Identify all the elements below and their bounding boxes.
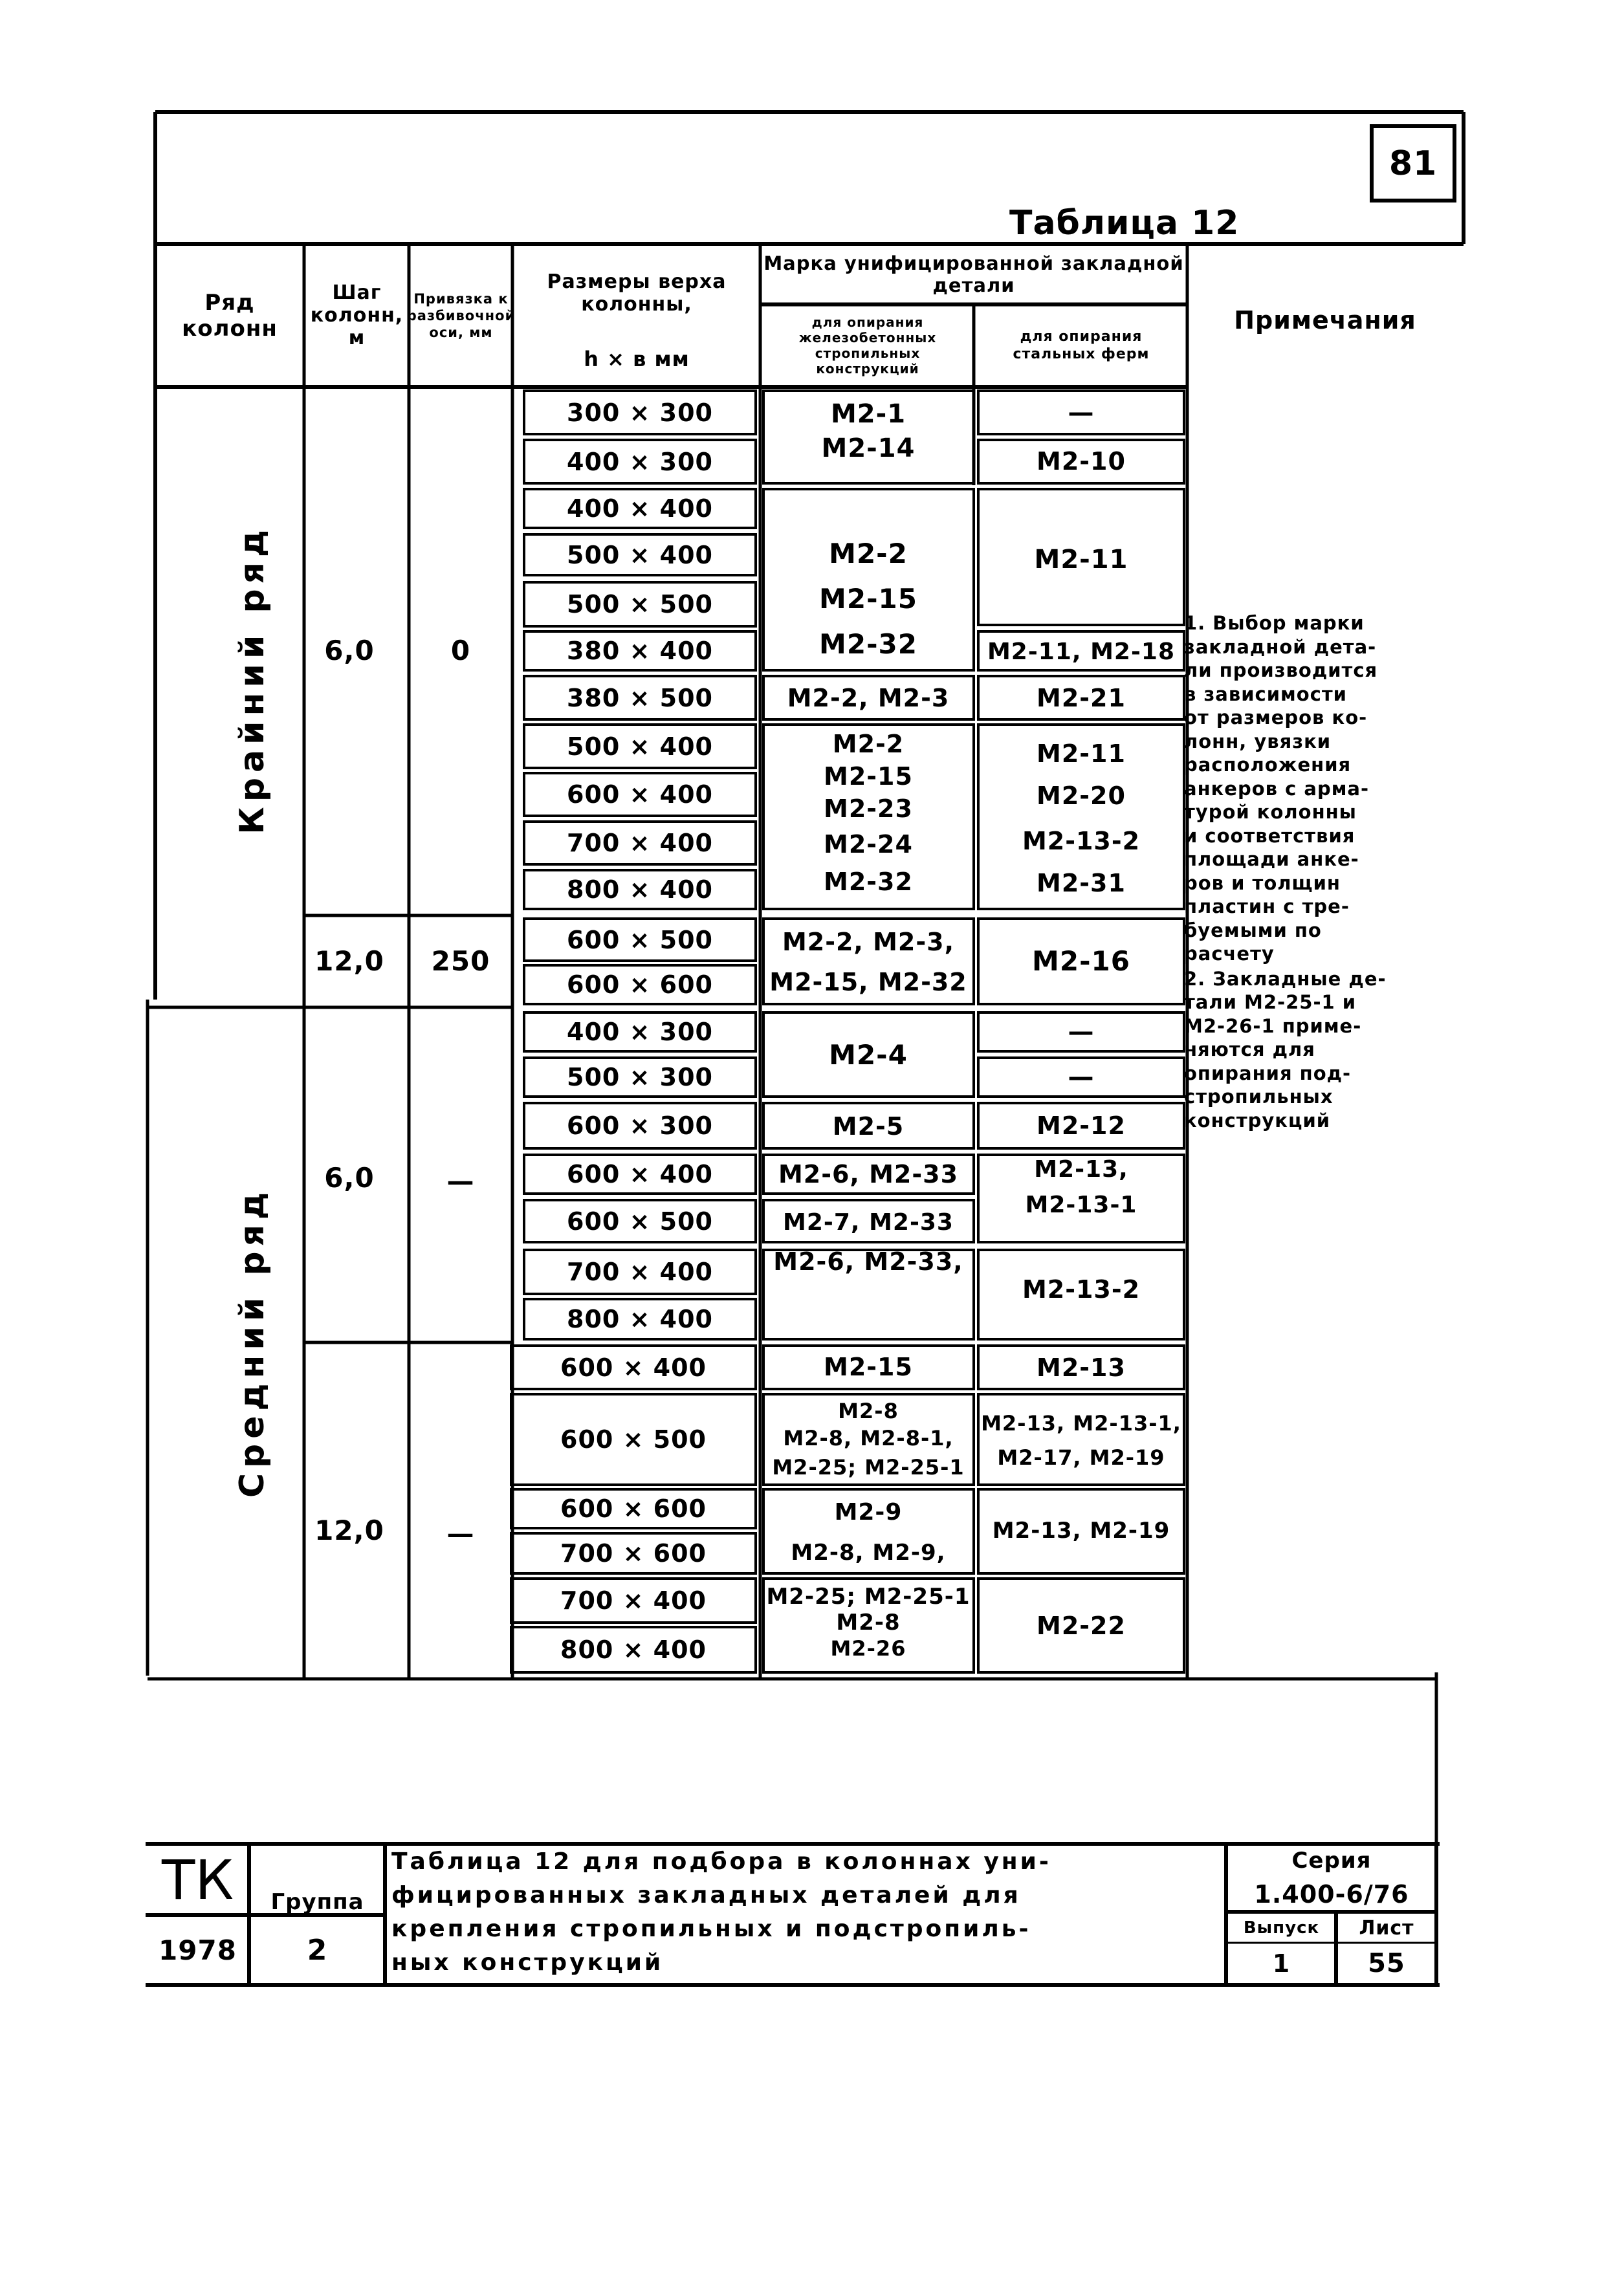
note-line: 1. Выбор марки <box>1184 612 1365 634</box>
note-line: пластин с тре- <box>1184 895 1350 917</box>
size-cell: 300 × 300 <box>567 398 713 427</box>
group-edge-row-label: Крайний ряд <box>233 524 272 835</box>
rc-mark-line: М2-1 <box>830 399 906 429</box>
size-cell: 500 × 300 <box>567 1063 713 1091</box>
rc-mark-line: М2-8, М2-8-1, <box>783 1426 954 1450</box>
size-cell: 500 × 500 <box>567 590 713 618</box>
steel-mark-line: — <box>1068 1017 1095 1047</box>
header-step: Шаг колонн, м <box>310 281 404 349</box>
group-middle-row-label: Средний ряд <box>233 1187 272 1498</box>
header-mark-steel: для опирания стальных ферм <box>1013 329 1150 362</box>
rc-mark-line: М2-8 <box>838 1399 899 1423</box>
size-cell: 600 × 500 <box>567 1207 713 1236</box>
rc-mark-line: М2-4 <box>829 1038 908 1071</box>
size-cell: 700 × 400 <box>560 1586 707 1615</box>
step-value: 6,0 <box>324 1161 375 1194</box>
stamp-org: ТК <box>162 1848 234 1912</box>
note-line: крепления стропильных и подстропиль- <box>391 1916 1031 1942</box>
rc-mark-line: М2-8, М2-9, <box>791 1539 946 1566</box>
rc-mark-line: М2-32 <box>824 867 913 896</box>
steel-mark-line: М2-20 <box>1037 782 1126 810</box>
note-1 <box>1184 611 1456 966</box>
stamp-issue-value: 1 <box>1272 1949 1291 1978</box>
size-cell: 500 × 400 <box>567 732 713 761</box>
rc-mark-line: М2-7, М2-33 <box>783 1209 954 1236</box>
note-line: буемыми по <box>1184 919 1322 941</box>
size-cell: 600 × 600 <box>560 1494 707 1523</box>
size-cell: 600 × 400 <box>560 1353 707 1382</box>
stamp-sheet-label: Лист <box>1359 1916 1414 1940</box>
header-mark-rc: для опирания железобетонных стропильных конструкций <box>798 314 937 377</box>
steel-mark-line: М2-22 <box>1037 1611 1126 1640</box>
rc-mark-line: М2-26 <box>830 1636 906 1661</box>
size-cell: 600 × 500 <box>560 1425 707 1454</box>
stamp-series-label: Серия <box>1291 1848 1372 1874</box>
size-cell: 600 × 400 <box>567 1160 713 1188</box>
stamp-group-label: Группа <box>270 1889 364 1915</box>
note-line: няются для <box>1184 1038 1315 1060</box>
size-cell: 600 × 600 <box>567 970 713 999</box>
size-cell: 800 × 400 <box>567 1305 713 1333</box>
stamp-issue-label: Выпуск <box>1243 1918 1320 1938</box>
steel-mark-line: М2-17, М2-19 <box>997 1445 1165 1470</box>
binding-value: — <box>446 1517 475 1549</box>
step-value: 12,0 <box>314 945 384 977</box>
rc-mark-line: М2-5 <box>832 1111 905 1141</box>
rc-mark-line: М2-15 <box>819 582 917 615</box>
binding-value: 0 <box>450 634 471 666</box>
size-cell: 700 × 400 <box>567 829 713 857</box>
stamp-title <box>391 1845 1223 1980</box>
size-cell: 380 × 500 <box>567 683 713 712</box>
rc-mark-line: М2-15 <box>824 1353 913 1381</box>
note-line: конструкций <box>1184 1109 1331 1132</box>
note-line: Таблица 12 для подбора в колоннах уни- <box>391 1848 1051 1875</box>
steel-mark-line: М2-11, М2-18 <box>987 638 1176 665</box>
size-cell: 700 × 400 <box>567 1258 713 1286</box>
note-line: ных конструкций <box>391 1949 664 1976</box>
stamp-year: 1978 <box>159 1934 237 1966</box>
note-line: анкеров с арма- <box>1184 777 1370 800</box>
note-line: расположения <box>1184 754 1352 776</box>
header-row: Ряд колонн <box>182 289 278 342</box>
note-line: фицированных закладных деталей для <box>391 1882 1021 1909</box>
steel-mark-line: М2-13, М2-13-1, <box>981 1411 1181 1436</box>
step-value: 6,0 <box>324 634 375 666</box>
steel-mark-line: М2-10 <box>1037 447 1126 476</box>
steel-mark-line: — <box>1068 1062 1095 1092</box>
rc-mark-line: М2-14 <box>821 433 916 463</box>
steel-mark-line: М2-13-1 <box>1025 1192 1137 1218</box>
steel-mark-line: М2-13 <box>1037 1353 1126 1382</box>
stamp-sheet-value: 55 <box>1368 1949 1405 1978</box>
header-notes: Примечания <box>1234 306 1416 334</box>
stamp-series-value: 1.400-6/76 <box>1254 1879 1409 1909</box>
steel-mark-line: М2-31 <box>1037 869 1126 897</box>
page-number: 81 <box>1388 144 1438 183</box>
note-line: стропильных <box>1184 1086 1333 1108</box>
steel-mark-line: М2-11 <box>1034 545 1128 574</box>
group-middle-row <box>214 1100 291 1585</box>
note-line: и соответствия <box>1184 824 1355 847</box>
note-line: закладной дета- <box>1184 635 1377 658</box>
rc-mark-line: М2-2 <box>832 730 905 758</box>
rc-mark-line: М2-25; М2-25-1 <box>766 1583 971 1610</box>
rc-mark-line: М2-25; М2-25-1 <box>772 1455 965 1480</box>
rc-mark-line: М2-24 <box>824 830 913 859</box>
rc-mark-line: М2-23 <box>824 794 913 823</box>
rc-mark-line: М2-2 <box>829 537 908 569</box>
size-cell: 380 × 400 <box>567 637 713 665</box>
note-line: опирания под- <box>1184 1062 1352 1084</box>
steel-mark-line: М2-16 <box>1032 945 1130 977</box>
header-dims-unit: h × в мм <box>584 347 690 371</box>
rc-mark-line: М2-15, М2-32 <box>769 967 967 996</box>
rc-mark-line: М2-15 <box>824 762 913 791</box>
size-cell: 800 × 400 <box>567 875 713 904</box>
stamp-group-value: 2 <box>307 1933 328 1967</box>
steel-mark-line: М2-13-2 <box>1022 827 1141 855</box>
rc-mark-line: М2-8 <box>836 1609 901 1636</box>
rc-mark-line: М2-6, М2-33 <box>778 1160 959 1188</box>
notes-block <box>1184 611 1456 1132</box>
note-line: в зависимости <box>1184 683 1347 705</box>
note-line: площади анке- <box>1184 848 1359 870</box>
note-line: от размеров ко- <box>1184 706 1368 728</box>
header-binding: Привязка к разбивочной оси, мм <box>406 290 516 340</box>
steel-mark-line: М2-21 <box>1037 684 1126 712</box>
note-2 <box>1184 967 1456 1133</box>
header-dims: Размеры верха колонны, <box>547 270 727 316</box>
steel-mark-line: М2-11 <box>1037 739 1126 768</box>
note-line: ли производится <box>1184 659 1378 681</box>
steel-mark-line: — <box>1068 398 1095 428</box>
note-line: ров и толщин <box>1184 871 1341 894</box>
binding-value: 250 <box>431 945 490 977</box>
size-cell: 400 × 400 <box>567 494 713 523</box>
note-line: М2-26-1 приме- <box>1184 1014 1362 1037</box>
size-cell: 600 × 300 <box>567 1111 713 1140</box>
size-cell: 700 × 600 <box>560 1539 707 1568</box>
size-cell: 500 × 400 <box>567 540 713 569</box>
rc-mark-line: М2-2, М2-3 <box>787 684 950 712</box>
rc-mark-line: М2-2, М2-3, <box>782 927 955 956</box>
size-cell: 400 × 300 <box>567 447 713 476</box>
note-line: расчету <box>1184 943 1275 965</box>
rc-mark-line: М2-32 <box>819 628 917 660</box>
rc-mark-line: М2-6, М2-33, <box>773 1247 963 1276</box>
steel-mark-line: М2-13, М2-19 <box>992 1518 1170 1544</box>
steel-mark-line: М2-13-2 <box>1022 1275 1141 1304</box>
header-mark: Марка унифицированной закладной детали <box>763 252 1184 296</box>
note-line: лонн, увязки <box>1184 730 1332 752</box>
group-edge-row <box>214 453 291 906</box>
note-line: тали М2-25-1 и <box>1184 991 1357 1013</box>
table-title: Таблица 12 <box>1009 204 1240 243</box>
size-cell: 600 × 500 <box>567 925 713 954</box>
size-cell: 600 × 400 <box>567 780 713 809</box>
note-line: 2. Закладные де- <box>1184 967 1387 990</box>
step-value: 12,0 <box>314 1514 384 1546</box>
binding-value: — <box>446 1165 475 1197</box>
note-line: турой колонны <box>1184 801 1357 823</box>
rc-mark-line: М2-9 <box>834 1499 903 1526</box>
size-cell: 800 × 400 <box>560 1636 707 1664</box>
steel-mark-line: М2-12 <box>1037 1111 1126 1140</box>
size-cell: 400 × 300 <box>567 1018 713 1046</box>
steel-mark-line: М2-13, <box>1034 1156 1128 1183</box>
